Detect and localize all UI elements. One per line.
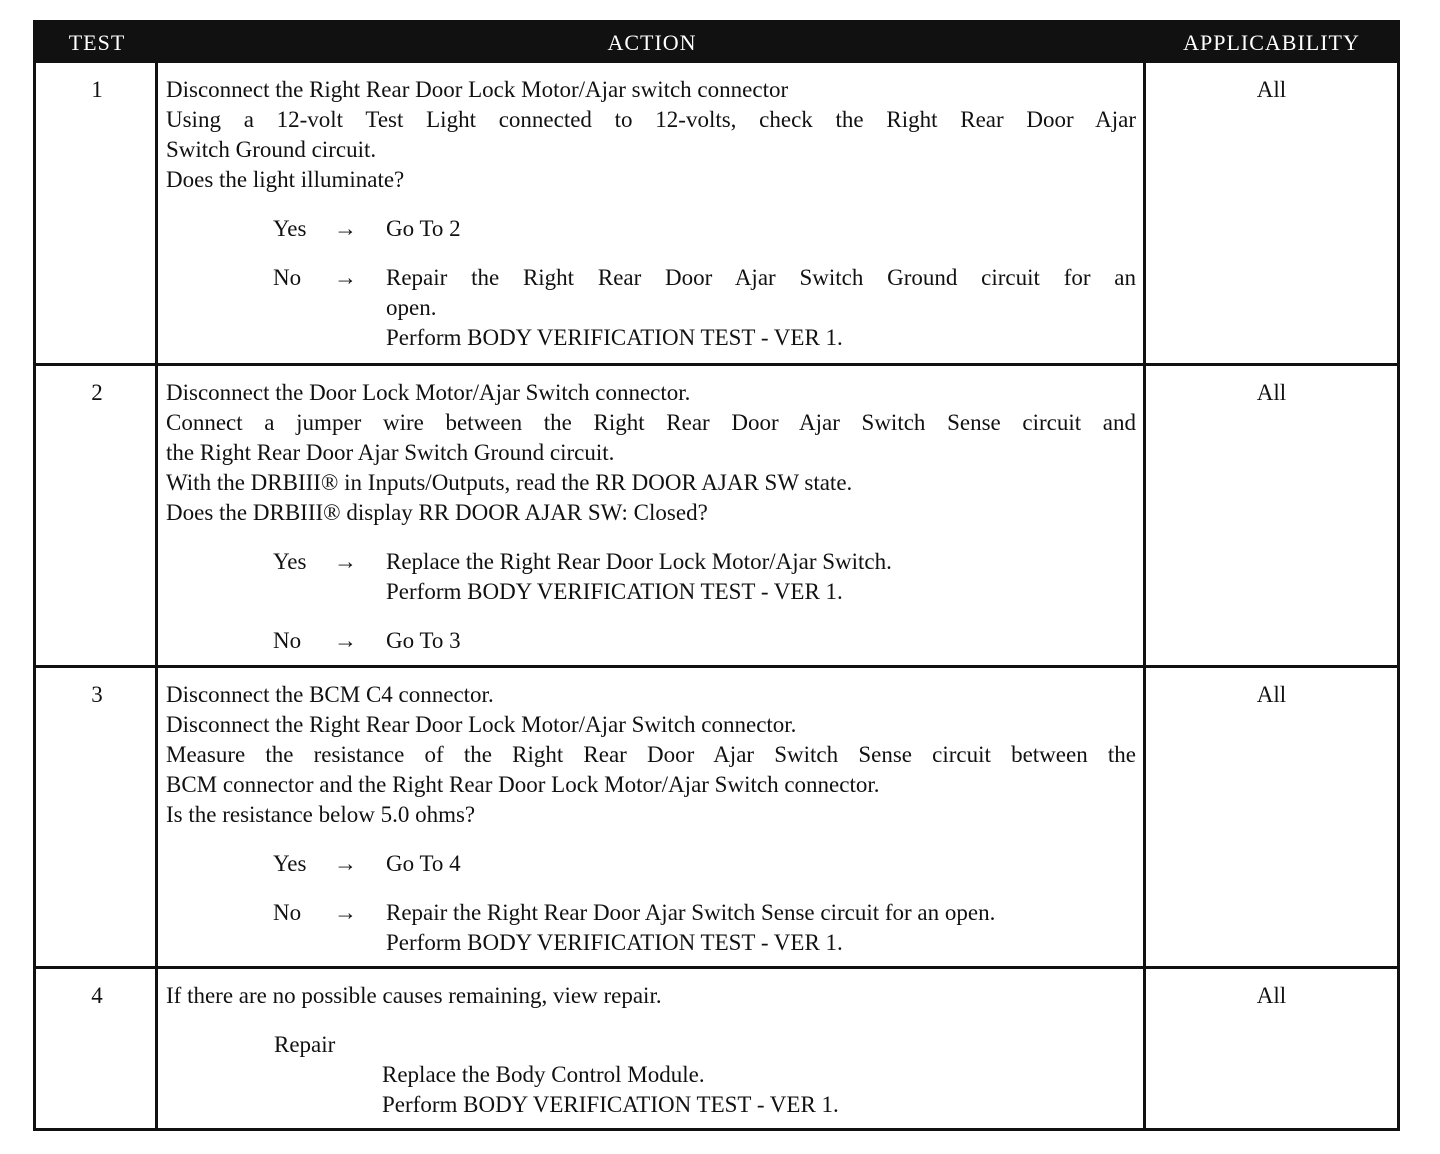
- yes-result: [386, 214, 1136, 244]
- result-line: open.: [386, 295, 437, 320]
- applicability-cell: All: [1256, 983, 1287, 1008]
- result-line: Replace the Right Rear Door Lock Motor/Ajar Switch.: [386, 549, 892, 574]
- action-line: Disconnect the BCM C4 connector.: [166, 682, 494, 707]
- arrow-right-icon: →: [334, 900, 357, 925]
- applicability-cell: All: [1256, 682, 1287, 707]
- no-option: [166, 898, 1136, 958]
- repair-line: Replace the Body Control Module.: [382, 1062, 705, 1087]
- result-line: Perform BODY VERIFICATION TEST - VER 1.: [386, 579, 843, 604]
- yes-option: [166, 547, 1136, 607]
- arrow-right-icon: →: [334, 265, 357, 290]
- arrow-right-icon: →: [334, 851, 357, 876]
- table-row: [36, 969, 1397, 1128]
- result-line: Repair the Right Rear Door Ajar Switch Sense circuit for an open.: [386, 900, 996, 925]
- action-line: Disconnect the Door Lock Motor/Ajar Switch connector.: [166, 380, 691, 405]
- table-row: [36, 366, 1397, 665]
- test-number: 3: [91, 682, 103, 707]
- yes-result: [386, 547, 1136, 607]
- applicability-cell: All: [1256, 77, 1287, 102]
- result-line: Repair the Right Rear Door Ajar Switch Ground circuit for an: [386, 265, 1136, 290]
- header-action: ACTION: [607, 30, 697, 55]
- yes-label: Yes: [273, 216, 307, 241]
- action-cell: [166, 75, 1136, 353]
- diagnostic-test-table: [33, 20, 1400, 1131]
- action-line: With the DRBIII® in Inputs/Outputs, read the RR DOOR AJAR SW state.: [166, 470, 853, 495]
- action-line: the Right Rear Door Ajar Switch Ground circuit.: [166, 440, 615, 465]
- no-option: [166, 263, 1136, 353]
- action-cell: [166, 981, 1136, 1120]
- action-line: Using a 12-volt Test Light connected to 12-volts, check the Right Rear Door Ajar: [166, 107, 1136, 132]
- yes-label: Yes: [273, 851, 307, 876]
- result-line: Go To 4: [386, 851, 461, 876]
- no-result: [386, 263, 1136, 353]
- yes-label: Yes: [273, 549, 307, 574]
- no-option: [166, 626, 1136, 656]
- applicability-cell: All: [1256, 380, 1287, 405]
- action-line: Disconnect the Right Rear Door Lock Motor/Ajar switch connector: [166, 77, 789, 102]
- test-number: 1: [91, 77, 103, 102]
- test-number: 4: [91, 983, 103, 1008]
- action-line: Switch Ground circuit.: [166, 137, 377, 162]
- action-line: Is the resistance below 5.0 ohms?: [166, 802, 476, 827]
- action-cell: [166, 680, 1136, 958]
- no-result: [386, 898, 1136, 958]
- test-number: 2: [91, 380, 103, 405]
- arrow-right-icon: →: [334, 628, 357, 653]
- header-applicability: APPLICABILITY: [1183, 30, 1360, 55]
- result-line: Go To 3: [386, 628, 461, 653]
- action-line: Does the DRBIII® display RR DOOR AJAR SW: Closed?: [166, 500, 708, 525]
- table-header: [36, 23, 1397, 63]
- action-line: If there are no possible causes remaining, view repair.: [166, 983, 662, 1008]
- no-result: [386, 626, 1136, 656]
- result-line: Go To 2: [386, 216, 461, 241]
- yes-result: [386, 849, 1136, 879]
- yes-option: [166, 849, 1136, 879]
- table-row: [36, 63, 1397, 363]
- result-line: Perform BODY VERIFICATION TEST - VER 1.: [386, 930, 843, 955]
- table-row: [36, 668, 1397, 966]
- action-line: Does the light illuminate?: [166, 167, 405, 192]
- action-line: BCM connector and the Right Rear Door Lock Motor/Ajar Switch connector.: [166, 772, 880, 797]
- action-cell: [166, 378, 1136, 656]
- action-line: Disconnect the Right Rear Door Lock Motor/Ajar Switch connector.: [166, 712, 797, 737]
- action-line: Measure the resistance of the Right Rear Door Ajar Switch Sense circuit between the: [166, 742, 1136, 767]
- no-label: No: [273, 900, 302, 925]
- header-test: TEST: [68, 30, 126, 55]
- repair-line: Perform BODY VERIFICATION TEST - VER 1.: [382, 1092, 839, 1117]
- result-line: Perform BODY VERIFICATION TEST - VER 1.: [386, 325, 843, 350]
- yes-option: [166, 214, 1136, 244]
- no-label: No: [273, 265, 302, 290]
- action-line: Connect a jumper wire between the Right Rear Door Ajar Switch Sense circuit and: [166, 410, 1136, 435]
- repair-label: Repair: [274, 1032, 336, 1057]
- arrow-right-icon: →: [334, 549, 357, 574]
- arrow-right-icon: →: [334, 216, 357, 241]
- no-label: No: [273, 628, 302, 653]
